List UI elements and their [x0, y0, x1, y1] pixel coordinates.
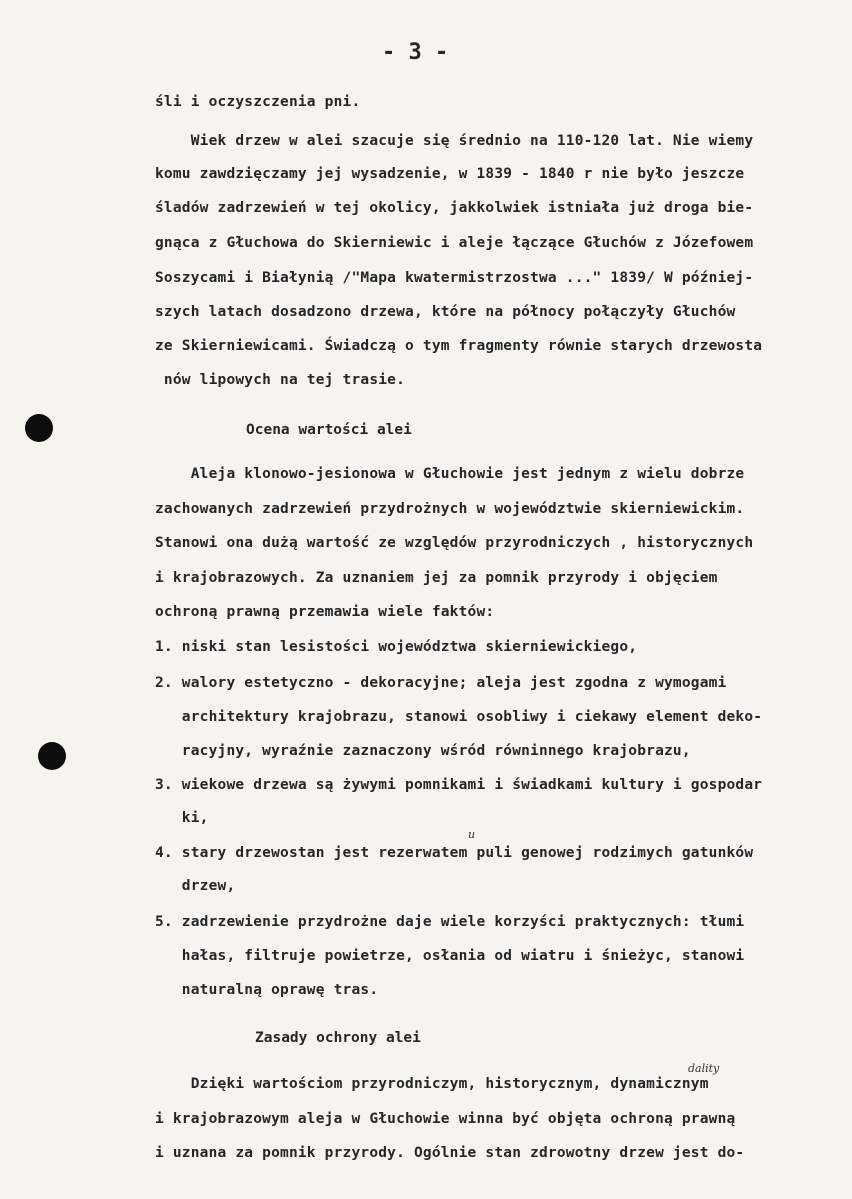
list-item: drzew, [155, 878, 236, 894]
text-line: śli i oczyszczenia pni. [155, 94, 361, 110]
list-item: naturalną oprawę tras. [155, 982, 379, 998]
list-item: 5. zadrzewienie przydrożne daje wiele korzyści praktycznych: tłumi [155, 914, 745, 930]
punch-hole-icon [25, 414, 53, 442]
section-heading-zasady: Zasady ochrony alei [255, 1030, 421, 1046]
list-item: 4. stary drzewostan jest rezerwatem puli genowej rodzimych gatunków [155, 845, 754, 861]
handwritten-correction: dality [688, 1062, 720, 1075]
text-line: zachowanych zadrzewień przydrożnych w województwie skierniewickim. [155, 501, 745, 517]
page-number: - 3 - [382, 40, 449, 65]
list-item: 3. wiekowe drzewa są żywymi pomnikami i świadkami kultury i gospodar [155, 777, 763, 793]
punch-hole-icon [38, 742, 66, 770]
text-line: Stanowi ona dużą wartość ze względów przyrodniczych , historycznych [155, 535, 754, 551]
text-line: i krajobrazowym aleja w Głuchowie winna być objęta ochroną prawną [155, 1111, 736, 1127]
text-line: nów lipowych na tej trasie. [155, 372, 406, 388]
text-line: Soszycami i Białynią /"Mapa kwatermistrzostwa ..." 1839/ W później- [155, 270, 754, 286]
text-line: Aleja klonowo-jesionowa w Głuchowie jest jednym z wielu dobrze [155, 466, 745, 482]
handwritten-correction: u [468, 828, 476, 841]
text-line: komu zawdzięczamy jej wysadzenie, w 1839 - 1840 r nie było jeszcze [155, 166, 745, 182]
list-item: ki, [155, 810, 209, 826]
section-heading-ocena: Ocena wartości alei [246, 422, 412, 438]
list-item: architektury krajobrazu, stanowi osobliwy i ciekawy element deko- [155, 709, 763, 725]
text-line: szych latach dosadzono drzewa, które na północy połączyły Głuchów [155, 304, 736, 320]
list-item: racyjny, wyraźnie zaznaczony wśród równinnego krajobrazu, [155, 743, 691, 759]
list-item: 1. niski stan lesistości województwa skierniewickiego, [155, 639, 638, 655]
text-line: Wiek drzew w alei szacuje się średnio na 110-120 lat. Nie wiemy [155, 133, 754, 149]
list-item: 2. walory estetyczno - dekoracyjne; aleja jest zgodna z wymogami [155, 675, 727, 691]
list-item: hałas, filtruje powietrze, osłania od wiatru i śnieżyc, stanowi [155, 948, 745, 964]
text-line: i uznana za pomnik przyrody. Ogólnie stan zdrowotny drzew jest do- [155, 1145, 745, 1161]
text-line: ochroną prawną przemawia wiele faktów: [155, 604, 495, 620]
text-line: gnąca z Głuchowa do Skierniewic i aleje łączące Głuchów z Józefowem [155, 235, 754, 251]
text-line: Dzięki wartościom przyrodniczym, historycznym, dynamicznym [155, 1076, 709, 1092]
text-line: śladów zadrzewień w tej okolicy, jakkolwiek istniała już droga bie- [155, 200, 754, 216]
text-line: i krajobrazowych. Za uznaniem jej za pomnik przyrody i objęciem [155, 570, 718, 586]
text-line: ze Skierniewicami. Świadczą o tym fragmenty równie starych drzewosta [155, 338, 763, 354]
